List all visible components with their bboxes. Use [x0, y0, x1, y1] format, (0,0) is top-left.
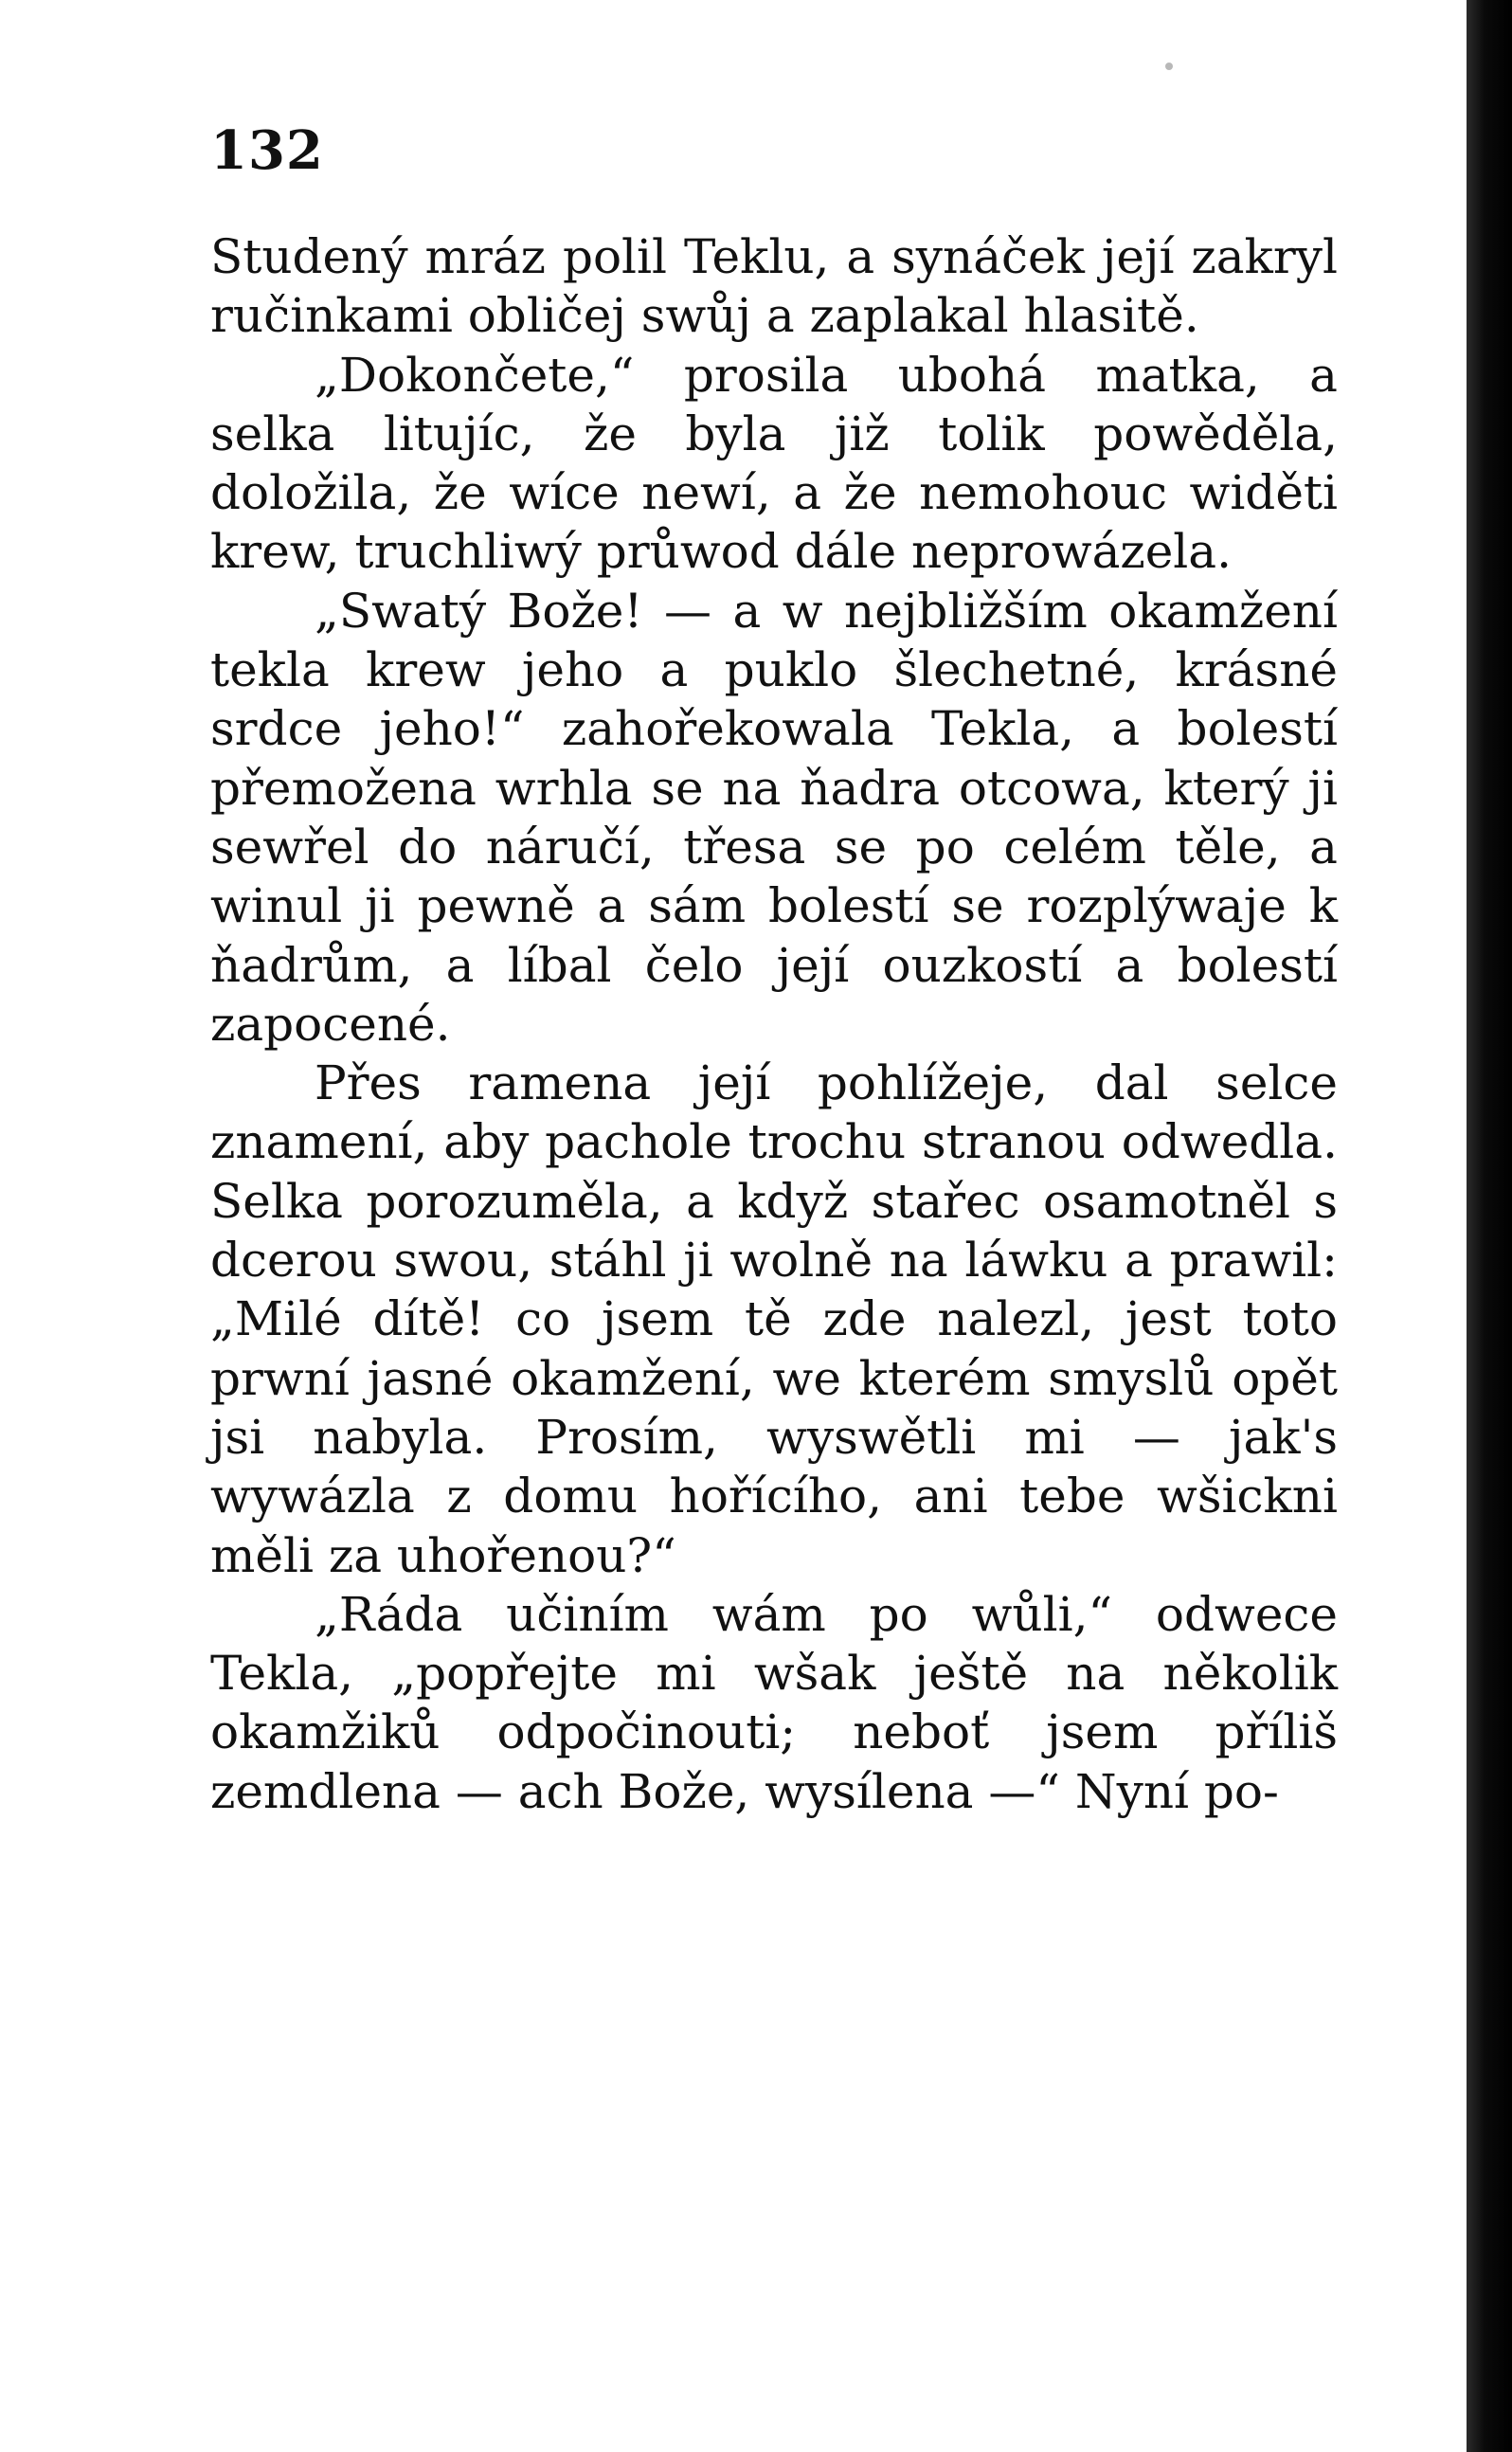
paragraph-4: Přes ramena její pohlížeje, dal selce znamení, aby pachole trochu stranou odwedla. Selka porozuměla, a když stařec osamotněl s dcerou swou, stáhl ji wolně na láwku a prawil: „Milé dítě! co jsem tě zde nalezl, jest toto prwní jasné okamžení, we kterém smyslů opět jsi nabyla. Prosím, wyswětli mi — jak's wywázla z domu hořícího, ani tebe wšickni měli za uhořenou?“ — [210, 1055, 1338, 1583]
paragraph-5: „Ráda učiním wám po wůli,“ odwece Tekla, „popřejte mi wšak ještě na několik okamžiků odpočinouti; neboť jsem příliš zemdlena — ach Bože, wysílena —“ Nyní po- — [210, 1586, 1338, 1819]
paragraph-2: „Dokončete,“ prosila ubohá matka, a selka litujíc, že byla již tolik powěděla, doložila, že wíce newí, a že nemohouc widěti krew, truchliwý průwod dále neprowázela. — [210, 347, 1338, 580]
paragraph-3: „Swatý Bože! — a w nejbližším okamžení tekla krew jeho a puklo šlechetné, krásné srdce jeho!“ zahořekowala Tekla, a bolestí přemožena wrhla se na ňadra otcowa, který ji sewřel do náručí, třesa se po celém těle, a winul ji pewně a sám bolestí se rozplýwaje k ňadrům, a líbal čelo její ouzkostí a bolestí zapocené. — [210, 583, 1338, 1052]
scan-edge-shadow — [1467, 0, 1512, 2452]
paragraph-1: Studený mráz polil Teklu, a synáček její zakryl ručinkami obličej swůj a zaplakal hlasitě. — [210, 229, 1338, 344]
page-number: 132 — [210, 119, 324, 182]
body-text — [210, 227, 1338, 1821]
speck-mark — [1165, 63, 1173, 70]
